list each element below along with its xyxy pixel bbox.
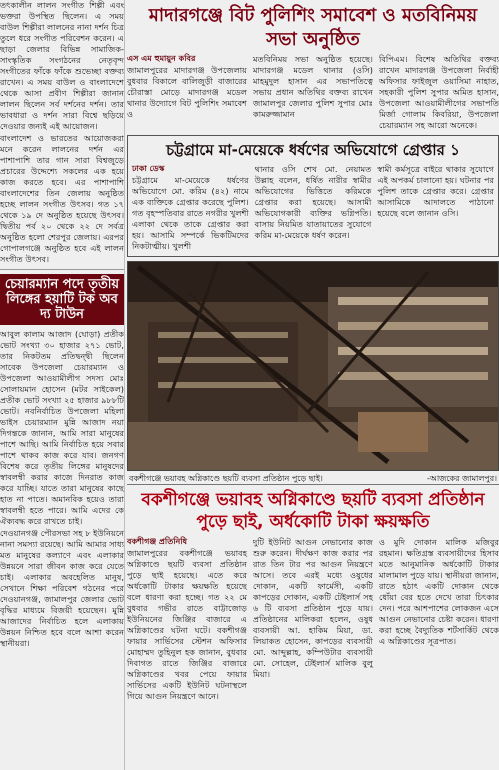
article-text: জামালপুরের বকশীগঞ্জে ভয়াবহ অগ্নিকাণ্ডে ছয়টি ব্যবসা প্রতিষ্ঠান পুড়ে ছাই হয়েছে। এতে করে অর্ধকোটি টাকার ক্ষয়ক্ষতি হয়েছে বলে ধারণা করা হচ্ছে। গত ২২ মে বুধবার গভীর রাতে বাট্টাজোড় ইউনিয়নের জিঞ্জির বাজারে এ অগ্নিকাণ্ডের ঘটনা ঘটে। বকশীগঞ্জ ফায়ার সার্ভিসের স্টেশন অফিসার মোহাম্মদ তুহিনুল হক জানান, বুধবার দিবাগত রাতে জিঞ্জির বাজারে অগ্নিকাণ্ডের খবর পেয়ে ফায়ার সার্ভিসের একটি ইউনিট ঘটনাস্থলে গিয়ে আগুন নিয়ন্ত্রণে আনে। bbox=[127, 548, 247, 701]
photo-caption: বকশীগঞ্জে ভয়াবহ অগ্নিকাণ্ডে ছয়টি ব্যবসা প্রতিষ্ঠান পুড়ে ছাই। bbox=[129, 474, 323, 483]
article-body bbox=[132, 164, 494, 252]
left-column bbox=[0, 0, 125, 770]
left-bottom-paragraph: দেওয়ানগঞ্জ পৌরসভা সহ ৮ ইউনিয়নে নানা সমস্যা রয়েছে। আমি আমার সাধ্য মত মানুষের কল্যাণে এবং এলাকার উন্নয়নে সারা জীবন কাজ করে যেতে চাই। এলাকার অবহেলিত মানুষ, সেখানে শিক্ষা পরিবেশ গঠনের পরে দেওয়ানগঞ্জ, জামালপুর জেলার ভোট বৃদ্ধির মাধ্যমে বিজয়ী হয়েছেন। মুন্নি আজাদের নির্বাচিত হলে এলাকায় উন্নয়ন নিশ্চিত হবে বলে আশা করেন স্থানীয়রা। bbox=[0, 528, 125, 648]
article-headline: চট্টগ্রামে মা-মেয়েকে ধর্ষণের অভিযোগে গ্রেপ্তার ১ bbox=[166, 141, 460, 159]
left-banner-headline: চেয়ারম্যান পদে তৃতীয় লিঙ্গের হয়াটি টক অব দ্য টাউন bbox=[0, 274, 124, 325]
burned-store-illustration bbox=[128, 262, 498, 470]
photo-caption-row bbox=[127, 471, 499, 485]
article-text-column bbox=[132, 164, 249, 252]
left-bottom-paragraph: আবুল কালাম আজাদ (ঘোড়া) প্রতীক ভোট সংখ্যা ৩০ হাজার ২৭১ ভোট, তার নিকটতম প্রতিদ্বন্দ্বী ছিলেন সাবেক উপজেলা চেয়ারম্যান ও উপজেলা আওয়ামীলীগ সদস্য মোঃ সোলায়মান হোসেন (মটর সাইকেল) প্রতীক ভোট সংখ্যা ২৫ হাজার ৯৮৮টি ভোট। নবনির্বাচিত উপজেলা মহিলা ভাইস চেয়ারম্যান মুন্নি আজাদ নয়া দিগন্তকে জানান, আমি সারা মানুষের পাশে আছি। আমি নির্বাচিত হয়ে সবার পাশে থাকব কাজ করে যাব। জনগণ বিশেষ করে তৃতীয় লিঙ্গের মানুষদের স্বাবলম্বী করার কাজে দিনরাত কাজ করে যাচ্ছি। যাতে তারা মানুষের কাছে হাত না পাতে। অমানবিক হয়েও তারা স্বাবলম্বী হতে পারে। আমি এদের কে ঐক্যবদ্ধ করে রাখতে চাই। bbox=[0, 329, 124, 526]
article-text-column: থানার ওসি শেখ মো. নেয়ামত উল্লাহ বলেন, ধর্ষিত নারীর স্বামীর অভিযোগের ভিত্তিতে করিমকে গ্রেপ্তার করা হয়েছে। আসামী অভিযোগকারী ব্যক্তির ভগ্নিপতি। বাসায় নিয়মিত যাতায়াতের সুযোগে করিম মা-মেয়েকে ধর্ষণ করেন। bbox=[254, 164, 372, 240]
left-top-article bbox=[0, 0, 124, 265]
article-text-column: মতবিনিময় সভা অনুষ্ঠিত হয়েছে। মাদারগঞ্জ মডেল থানার (ওসি) মাহমুদুল হাসান এর সভাপতিত্বে সভায় প্রধান অতিথির বক্তব্য রাখেন জামালপুর জেলার পুলিশ সুপার মোঃ কামরুজ্জামান bbox=[253, 54, 373, 119]
column-divider bbox=[0, 269, 124, 270]
article-bakshiganj bbox=[127, 261, 499, 702]
fire-damage-photo bbox=[127, 261, 499, 471]
right-column bbox=[127, 0, 499, 770]
article-text-column: বিপিএম। বিশেষ অতিথির বক্তব্য রাখেন মাদারগঞ্জ উপজেলা নির্বাহী অফিসার ফাইজুল ওয়াসিমা নাহাত, সহকারী পুলিশ সুপার অমিত হাসান, উপজেলা আওয়ামীলীগের সভাপতি মির্জা গোলাম কিবরিয়া, উপজেলা চেয়ারম্যান সহ আরো অনেকে। bbox=[379, 54, 499, 130]
article-text-column: ও মুদি দোকান মালিক মজিবুর রহমান। ক্ষতিগ্রস্ত ব্যবসায়ীদের হিসাব মতে আনুমানিক অর্ধকোটি টাকার মালামাল পুড়ে যায়। স্থানীয়রা জানান, রাতে হঠাৎ একটি দোকান থেকে ধোঁয়া বের হতে দেখে তারা চিৎকার দেন। পরে আশপাশের লোকজন এসে আগুন নেভানোর চেষ্টা করেন। ধারণা করা হচ্ছে বৈদ্যুতিক শর্টসার্কিট থেকে এ অগ্নিকাণ্ডের সূত্রপাত। bbox=[379, 537, 499, 646]
left-bottom-article bbox=[0, 329, 124, 649]
article-text-column: দুটি ইউনিট আগুন নেভানোর কাজ শুরু করেন। দীর্ঘক্ষণ কাজ করার পর রাত তিন টার পর আগুন নিয়ন্ত্রণে আসে। তবে এরই মধ্যে ওষুধের দোকান, একটি ফার্মেসী, একটি কাপড়ের দোকান, একটি টেইলার্স সহ ৬ টি ব্যবসা প্রতিষ্ঠান পুড়ে যায়। প্রতিষ্ঠানের মালিকরা হলেন, ওষুধ ব্যবসায়ী আ. হাকিম মিয়া, ডা. লিয়াকত হোসেন, কাপড়ের ব্যবসায়ী মো. আব্দুল্লাহ, কম্পিউটার ব্যবসায়ী মো. সোহেল, টেইলার্স মালিক বুলু মিয়া। bbox=[253, 537, 373, 679]
article-headline: বকশীগঞ্জে ভয়াবহ অগ্নিকাণ্ডে ছয়টি ব্যবসা প্রতিষ্ঠান পুড়ে ছাই, অর্ধকোটি টাকা ক্ষয়ক্ষতি bbox=[141, 490, 485, 532]
article-text: চট্টগ্রামে মা-মেয়েকে ধর্ষণের অভিযোগে মো. করিম (৪২) নামে এক ব্যক্তিকে গ্রেপ্তার করেছে পুলিশ। গত বৃহস্পতিবার রাতে নগরীর খুলশী এলাকা থেকে তাকে গ্রেপ্তার করা হয়। আসামি সম্পর্কে ভিকটিমদের নিকটাত্মীয়। খুলশী bbox=[132, 175, 249, 251]
article-chattogram bbox=[127, 135, 499, 257]
article-byline: ঢাকা ডেস্ক bbox=[132, 164, 165, 173]
article-text-column: স্বামী কর্মসূত্রে বাইরে থাকার সুযোগে এই অপকর্ম চালানো হয়। ঘটনার পর পুলিশ তাকে গ্রেপ্তার করে। গ্রেপ্তার আসামিকে আদালতে পাঠানো হয়েছে বলে জানান ওসি। bbox=[377, 164, 495, 218]
article-text-column bbox=[127, 54, 247, 131]
article-byline: বকশীগঞ্জ প্রতিনিধি bbox=[127, 537, 188, 546]
left-top-paragraph: বাংলাদেশ ও ভারতের আয়োজকরা মনে করেন লালনের দর্শন এর পাশাপাশি তার গান সারা বিশ্বজুড়ে প্রচারের উদ্দেশ্যে সকলের এক হয়ে কাজ করতে হবে। এর পাশাপাশি বাংলাদেশের তিন জেলায় অনুষ্ঠিত হচ্ছে লালন সংগীত উৎসব। গত ১৭ থেকে ১৯ দে অনুষ্ঠিত হয়েছে উৎসব। দ্বিতীয় পর্ব ২০ থেকে ২২ দে সর্বত্র অনুষ্ঠিত হলো শেরপুর জেলায়। এরপর গোপালগঞ্জে অনুষ্ঠিত হবে এই লালন সংগীত উৎসব। bbox=[0, 133, 124, 264]
left-top-paragraph: তৎকালীন লালন সংগীত শিল্পী এবং ভক্তরা উপস্থিত ছিলেন। এ সময় বাউল শিল্পীরা লালনের নানা দর্শন চিত্র তুলে ধরে সংগীত পরিবেশন করেন। এ ছাড়া জেলার বিভিন্ন সামাজিক-সাংস্কৃতিক সংগঠনের নেতৃবৃন্দ সংগীতের ফাঁকে ফাঁকে শুভেচ্ছা বক্তব্য রাখেন। এ সময় বাউল ও বাংলাদেশে থেকে আসা প্রবীণ শিল্পীরা জানান লালন ছিলেন সর্ব দর্শনের দর্শন। তার ভাবধারা ও দর্শন সারা বিশ্বে ছড়িয়ে দেওয়ার জন্যই এই আয়োজন। bbox=[0, 0, 124, 131]
article-body bbox=[127, 54, 499, 131]
photo-credit: -আজকের জামালপুর। bbox=[426, 474, 497, 483]
article-body bbox=[127, 537, 499, 702]
article-headline: মাদারগঞ্জে বিট পুলিশিং সমাবেশ ও মতবিনিময় সভা অনুষ্ঠিত bbox=[148, 5, 478, 50]
article-text-column bbox=[127, 537, 247, 702]
article-byline: এস এম হুমায়ুন কবির bbox=[127, 54, 196, 63]
article-madarganj bbox=[127, 0, 499, 131]
article-text: জামালপুরের মাদারগঞ্জ উপজেলায় বুধবার বিকালে বালিজুড়ী বাজারের চৌরাস্তা মোড়ে মাদারগঞ্জ মডেল থানার উদ্যোগে বিট পুলিশিং সমাবেশ ও bbox=[127, 65, 247, 119]
